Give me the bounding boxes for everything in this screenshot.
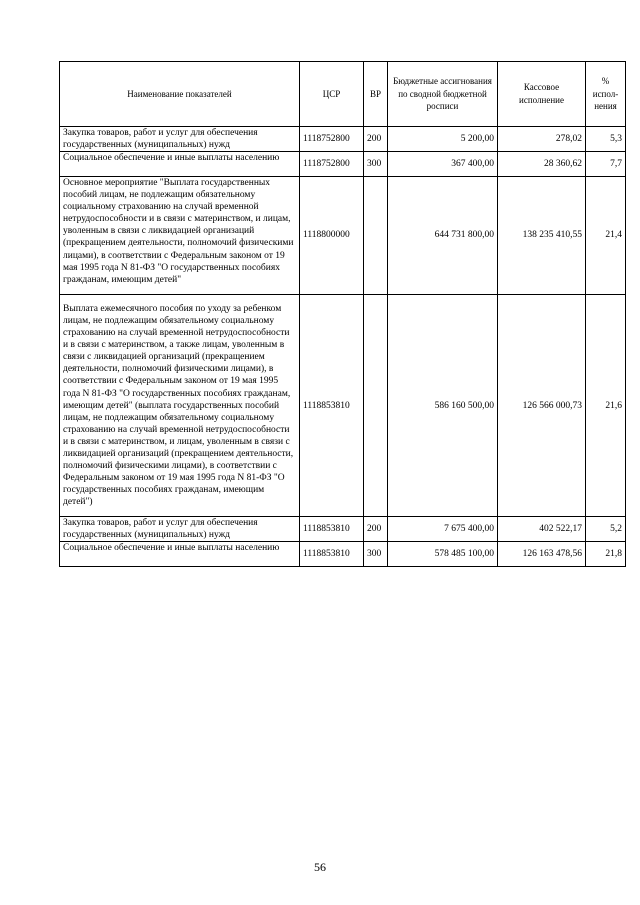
row-percent: 5,2 — [586, 517, 626, 542]
header-cash: Кассовое исполнение — [498, 62, 586, 127]
row-name: Социальное обеспечение и иные выплаты населению — [60, 542, 300, 567]
header-csr: ЦСР — [300, 62, 364, 127]
header-percent: % испол-нения — [586, 62, 626, 127]
row-csr: 1118853810 — [300, 294, 364, 517]
row-name: Закупка товаров, работ и услуг для обеспечения государственных (муниципальных) нужд — [60, 127, 300, 152]
row-csr: 1118800000 — [300, 177, 364, 295]
row-name: Закупка товаров, работ и услуг для обеспечения государственных (муниципальных) нужд — [60, 517, 300, 542]
row-cash: 278,02 — [498, 127, 586, 152]
row-budget: 5 200,00 — [388, 127, 498, 152]
row-name: Основное мероприятие "Выплата государственных пособий лицам, не подлежащим обязательному социальному страхованию на случай временной нетрудоспособности и в связи с материнством, и лицам, уволенным в связи с ликвидацией организаций (прекращением деятельности, полномочий физическими лицами), в соответствии с Федеральным законом от 19 мая 1995 года N 81-ФЗ "О государственных пособиях гражданам, имеющим детей" — [60, 177, 300, 295]
row-csr: 1118853810 — [300, 517, 364, 542]
table-row — [60, 542, 626, 567]
table-row — [60, 127, 626, 152]
table-row — [60, 517, 626, 542]
row-csr: 1118853810 — [300, 542, 364, 567]
row-budget: 644 731 800,00 — [388, 177, 498, 295]
row-budget: 578 485 100,00 — [388, 542, 498, 567]
row-percent: 7,7 — [586, 152, 626, 177]
header-vr: ВР — [364, 62, 388, 127]
page-number: 56 — [314, 860, 326, 874]
row-vr: 300 — [364, 152, 388, 177]
row-percent: 21,8 — [586, 542, 626, 567]
row-percent: 21,6 — [586, 294, 626, 517]
row-vr — [364, 294, 388, 517]
row-vr: 200 — [364, 127, 388, 152]
header-name: Наименование показателей — [60, 62, 300, 127]
table-row — [60, 294, 626, 517]
row-name: Выплата ежемесячного пособия по уходу за ребенком лицам, не подлежащим обязательному социальному страхованию на случай временной нетрудоспособности и в связи с материнством, а также лицам, уволенным в связи с ликвидацией организаций (прекращением деятельности, полномочий физическими лицами), в соответствии с Федеральным законом от 19 мая 1995 года N 81-ФЗ "О государственных пособиях гражданам, имеющим детей" (выплата государственных пособий лицам, не подлежащим обязательному социальному страхованию на случай временной нетрудоспособности и в связи с материнством, и лицам, уволенным в связи с ликвидацией организаций (прекращением деятельности, полномочий физическими лицами), в соответствии с Федеральным законом от 19 мая 1995 года N 81-ФЗ "О государственных пособиях гражданам, имеющим детей") — [60, 294, 300, 517]
table-row — [60, 152, 626, 177]
row-csr: 1118752800 — [300, 127, 364, 152]
row-cash: 126 566 000,73 — [498, 294, 586, 517]
row-cash: 28 360,62 — [498, 152, 586, 177]
row-name: Социальное обеспечение и иные выплаты населению — [60, 152, 300, 177]
row-percent: 21,4 — [586, 177, 626, 295]
row-vr: 200 — [364, 517, 388, 542]
row-csr: 1118752800 — [300, 152, 364, 177]
header-budget: Бюджетные ассигнования по сводной бюджетной росписи — [388, 62, 498, 127]
row-cash: 126 163 478,56 — [498, 542, 586, 567]
table-row — [60, 177, 626, 295]
row-cash: 402 522,17 — [498, 517, 586, 542]
row-percent: 5,3 — [586, 127, 626, 152]
row-vr: 300 — [364, 542, 388, 567]
row-vr — [364, 177, 388, 295]
budget-execution-table — [59, 61, 626, 567]
row-budget: 586 160 500,00 — [388, 294, 498, 517]
row-cash: 138 235 410,55 — [498, 177, 586, 295]
row-budget: 7 675 400,00 — [388, 517, 498, 542]
table-header-row — [60, 62, 626, 127]
row-budget: 367 400,00 — [388, 152, 498, 177]
